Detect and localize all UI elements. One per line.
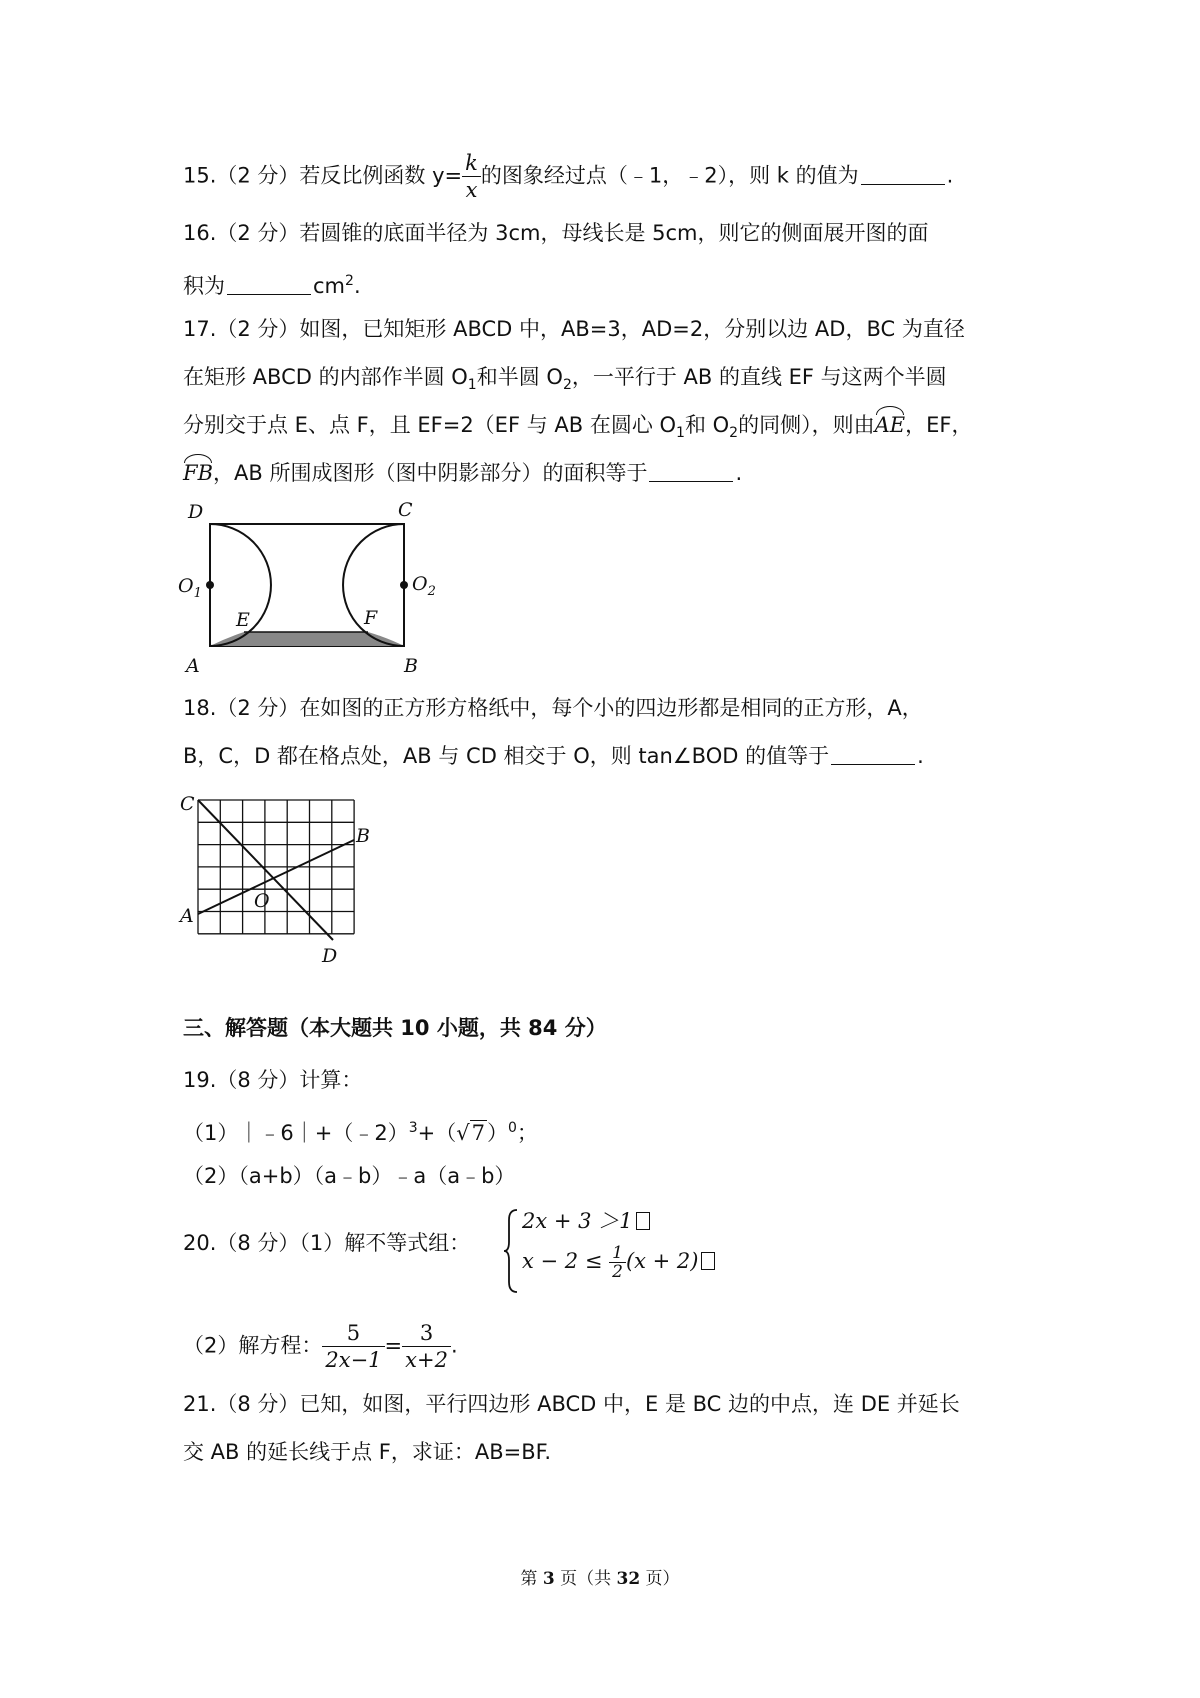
q17-l2-sub1: 1 [467,377,477,394]
frac1-den: 2x−1 [322,1346,384,1373]
q17-l3-b: 和 O [684,413,730,437]
q17-line1: 17.（2 分）如图，已知矩形 ABCD 中，AB=3，AD=2，分别以边 AD，BC 为直径 [183,317,965,341]
q18-period: . [917,744,924,768]
q17-l3-sub1: 1 [676,425,685,442]
q16-line1: 16.（2 分）若圆锥的底面半径为 3cm，母线长是 5cm，则它的侧面展开图的面 [183,221,929,245]
label-c: C [180,793,195,815]
label-b: B [356,825,370,847]
label-b: B [404,655,418,677]
label-c: C [398,499,413,521]
q20-line1: 20.（8 分）（1）解不等式组： [183,1231,471,1255]
q19-p1-exp0: 0 [507,1120,517,1136]
footer-b: 页（共 [554,1569,617,1589]
grid-lines [198,800,354,934]
q15-denominator: x [462,176,481,203]
sqrt-radicand: 7 [471,1121,485,1145]
q15-text-a: 15.（2 分）若反比例函数 y= [183,163,463,188]
label-e: E [236,609,250,631]
q19-title: 19.（8 分）计算： [183,1068,363,1092]
q19-p1-c: ） [486,1121,508,1145]
q15-text-b: 的图象经过点（﹣1，﹣2），则 k 的值为 [480,163,859,188]
frac2-num: 3 [419,1321,434,1345]
q16-period: . [353,274,361,298]
q18-line2 [183,741,924,771]
label-d: D [188,501,204,523]
inequality-1 [522,1206,650,1236]
q20-period: . [450,1333,458,1358]
q17-line3 [183,410,972,448]
q19-p1-d: ； [516,1121,538,1145]
page-footer [0,1564,1200,1589]
q17-l3-c: 的同侧），则由 [738,413,875,437]
inequality-1-text: 2x + 3 ＞1 [522,1209,633,1233]
q17-l2-sub2: 2 [562,377,572,394]
fraction-5-over [322,1320,384,1373]
equals-sign: = [384,1333,403,1358]
q16-answer-blank[interactable] [227,272,311,295]
q19-p1-exp3: 3 [408,1120,418,1136]
q17-l3-d: ，EF， [905,413,973,437]
label-d: D [322,945,338,967]
q17-l2-c: ，一平行于 AB 的直线 EF 与这两个半圆 [571,365,947,389]
half-num: 1 [612,1243,623,1263]
q20-part2 [183,1320,458,1373]
fraction-3-over [402,1320,451,1373]
q18-line1: 18.（2 分）在如图的正方形方格纸中，每个小的四边形都是相同的正方形，A， [183,696,923,720]
label-a: A [186,655,200,677]
center-o1 [206,581,214,589]
missing-glyph-box [636,1212,650,1230]
q17-arc-fb: FB [183,458,213,488]
q16-unit: cm [313,274,346,298]
q17-l2-a: 在矩形 ABCD 的内部作半圆 O [183,365,468,389]
footer-page-number: 3 [542,1569,555,1589]
frac2-den: x+2 [402,1346,451,1373]
center-o2 [400,581,408,589]
footer-total-pages: 32 [616,1569,641,1589]
segment-ab [198,840,354,914]
q17-line4 [183,458,742,488]
section-3-heading: 三、解答题（本大题共 10 小题，共 84 分） [183,1016,607,1040]
q16-line2 [183,266,361,301]
q21-line2: 交 AB 的延长线于点 F，求证：AB=BF. [183,1440,552,1464]
q18-answer-blank[interactable] [831,742,915,765]
inequality-2 [522,1244,715,1281]
q18-l2-text: B，C，D 都在格点处，AB 与 CD 相交于 O，则 tan∠BOD 的值等于 [183,744,830,768]
q17-arc-ae: AE [875,410,906,440]
q15-numerator: k [465,151,478,175]
q19-p1-b: +（ [417,1121,457,1145]
footer-c: 页） [640,1569,680,1589]
label-a: A [180,905,194,927]
q15-period: . [946,163,954,188]
q21-line1: 21.（8 分）已知，如图，平行四边形 ABCD 中，E 是 BC 边的中点，连 DE 并延长 [183,1392,960,1416]
q17-figure [180,500,440,680]
sqrt-seven: √7 [456,1121,485,1145]
q18-figure [180,780,380,970]
q19-part1 [183,1113,538,1148]
q17-line2 [183,362,947,400]
q17-l2-b: 和半圆 O [476,365,563,389]
q17-l3-a: 分别交于点 E、点 F，且 EF=2（EF 与 AB 在圆心 O [183,413,677,437]
q17-l3-sub2: 2 [729,425,739,442]
footer-a: 第 [520,1569,543,1589]
label-o1: $O_1$ [178,575,202,601]
q17-period: . [735,461,743,485]
q16-text-a: 积为 [183,274,225,298]
half-den: 2 [609,1262,626,1281]
q15-fraction [462,150,481,203]
label-o2: $O_2$ [412,573,436,599]
q17-answer-blank[interactable] [649,459,733,482]
half-fraction [609,1244,626,1281]
inequality-2-rhs: (x + 2) [625,1249,699,1273]
q19-part2: （2）（a+b）（a﹣b）﹣a（a﹣b） [183,1164,516,1188]
label-f: F [364,607,378,629]
q19-p1-a: （1）｜﹣6｜+（﹣2） [183,1121,409,1145]
inequality-2-lhs: x − 2 ≤ [522,1249,610,1273]
label-o: O [254,890,270,912]
q15-answer-blank[interactable] [861,162,945,185]
q16-unit-exponent: 2 [345,273,354,289]
q20-p2-text: （2）解方程： [183,1333,323,1358]
q15-line [183,150,953,203]
q17-l4-text: ，AB 所围成图形（图中阴影部分）的面积等于 [213,461,648,485]
system-brace [503,1208,519,1294]
missing-glyph-box [701,1252,715,1270]
frac1-num: 5 [346,1321,361,1345]
